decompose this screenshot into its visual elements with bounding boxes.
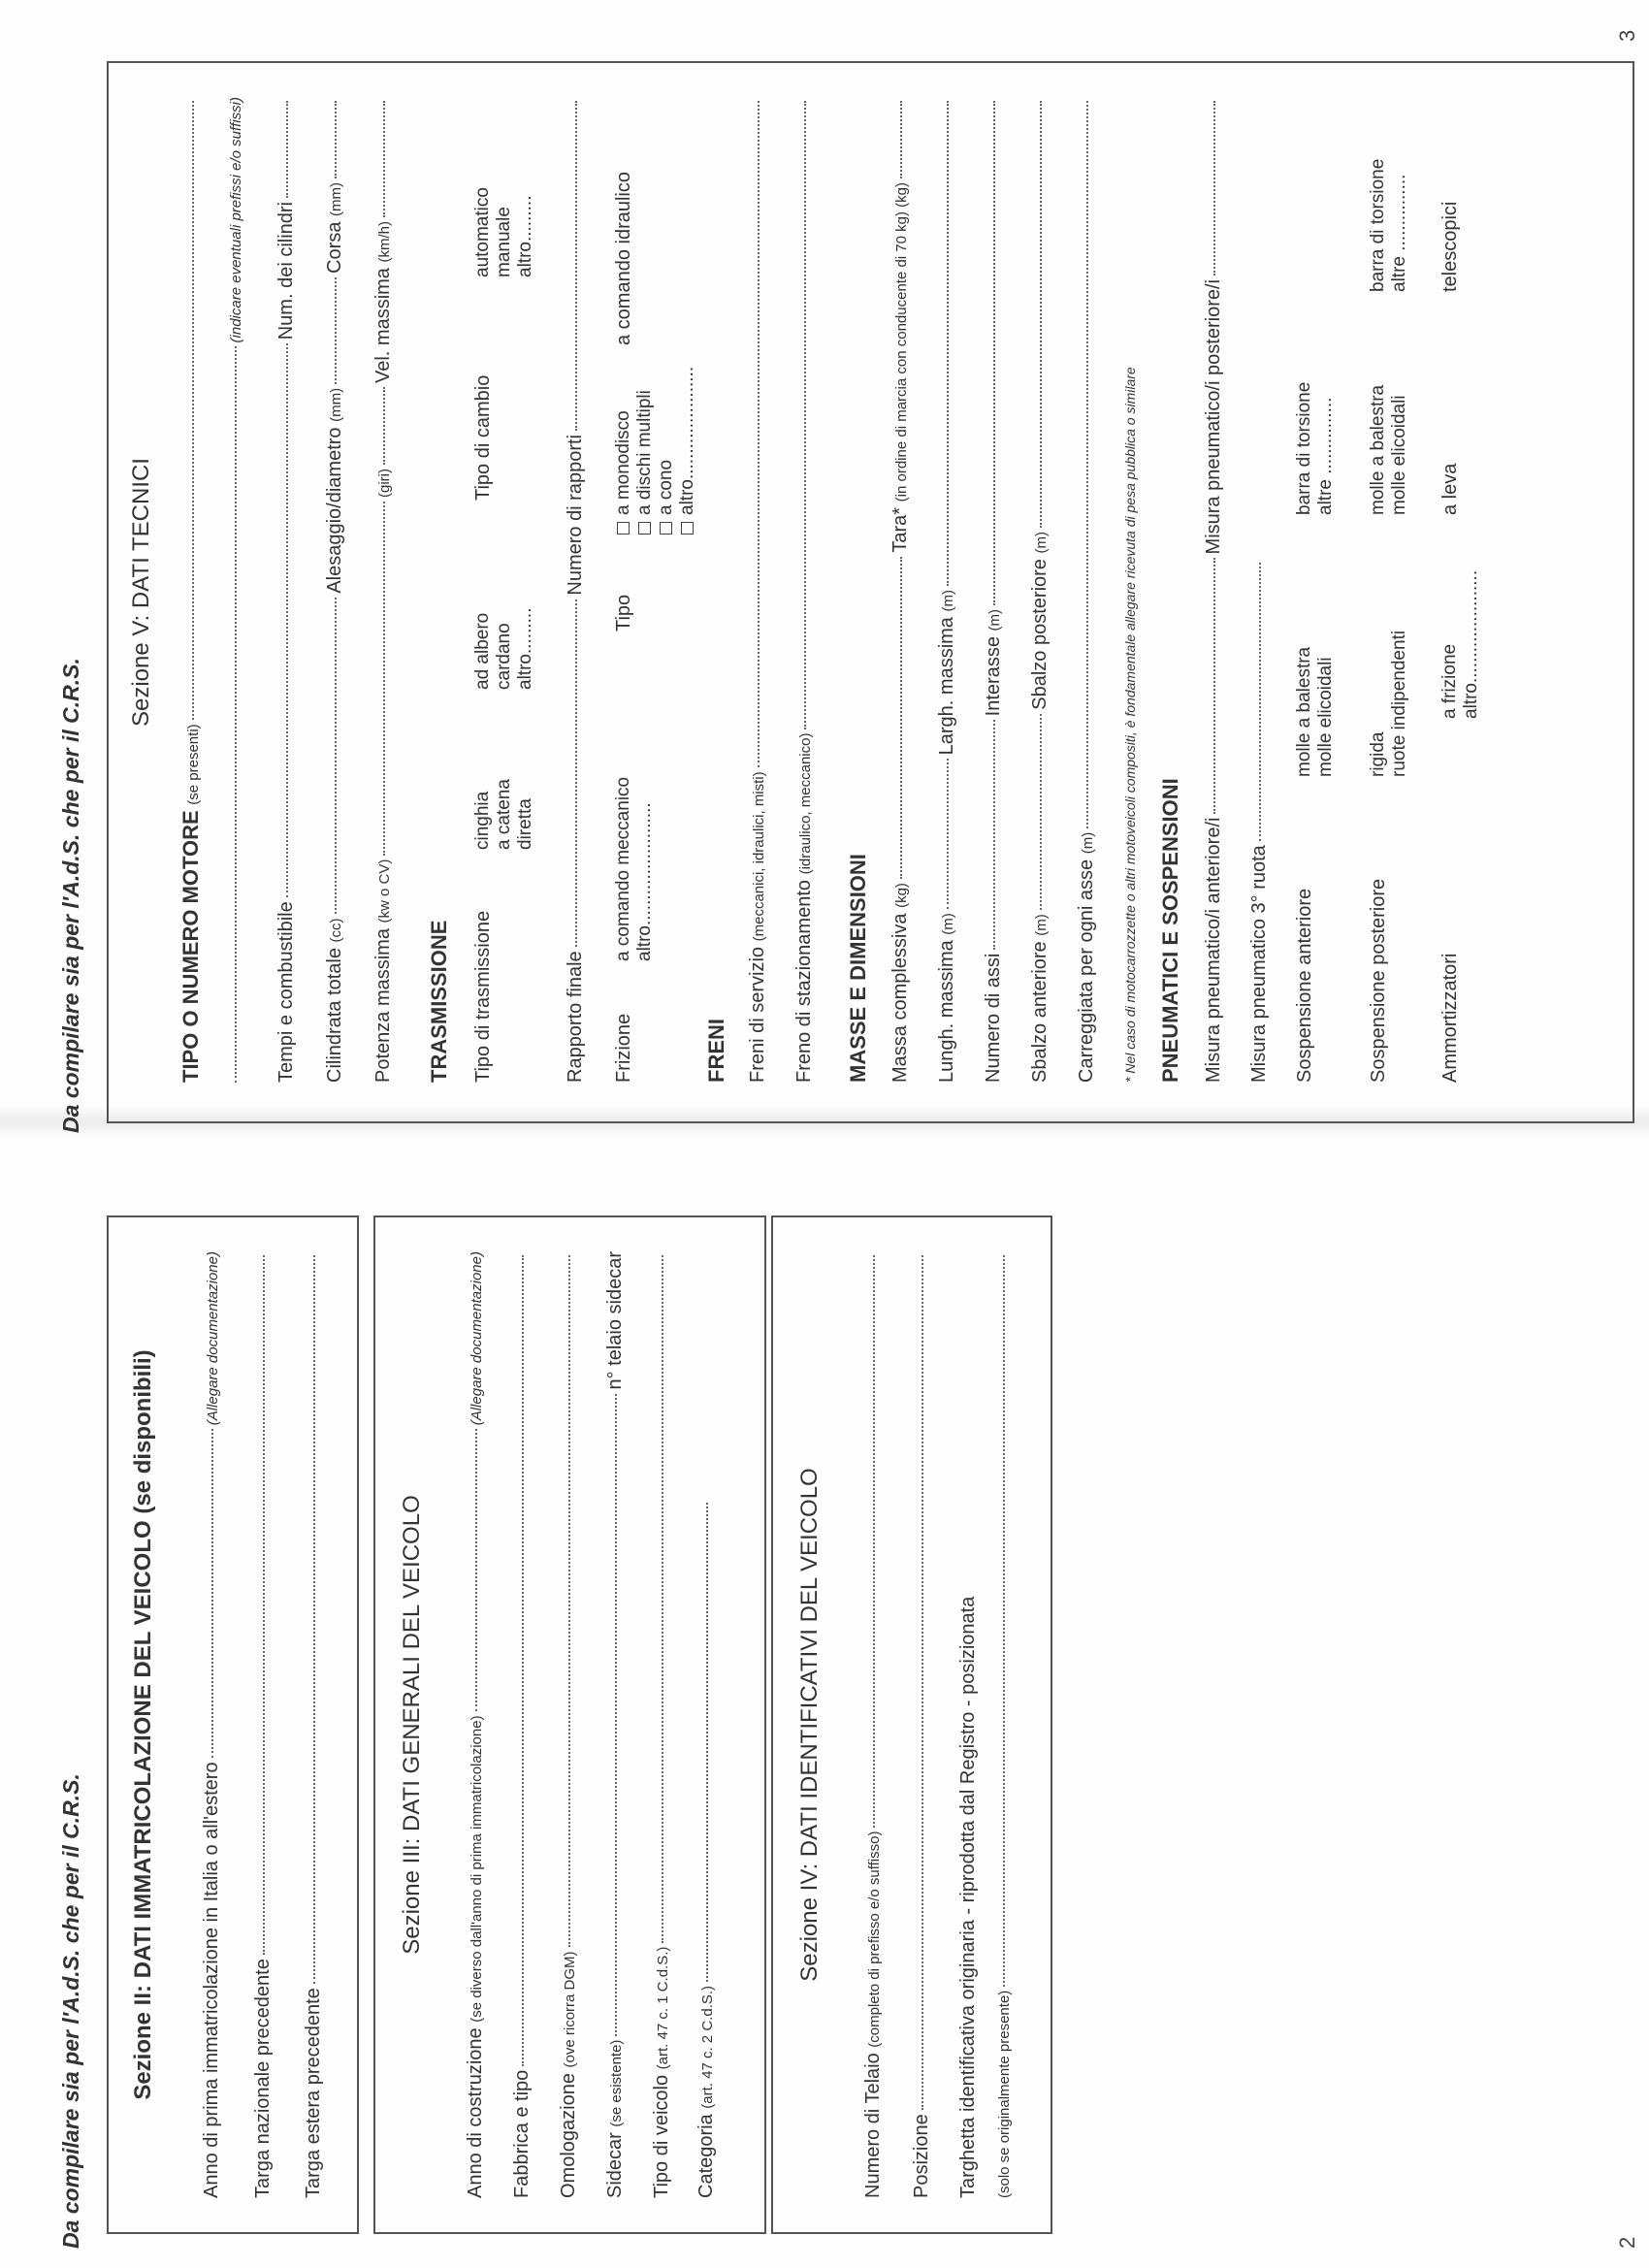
checkbox-altro[interactable] (681, 522, 694, 535)
trasmissione-options-1[interactable]: cinghia a catena diretta (472, 779, 535, 850)
cambio-options[interactable]: automatico manuale altro......... (472, 187, 535, 277)
tipo-frizione-label: Tipo (613, 594, 634, 632)
sosp-post-options-1[interactable]: rigida ruote indipendenti (1368, 630, 1409, 777)
row-assi-interasse[interactable]: Numero di assi Interasse (m) (983, 97, 1005, 1083)
row-numero-telaio[interactable]: Numero di Telaio (completo di prefisso e/o suffisso) (862, 1251, 885, 2198)
row-freno-stazionamento[interactable]: Freno di stazionamento (idraulico, meccanico) (793, 97, 816, 1083)
section-iii-title: Sezione III: DATI GENERALI DEL VEICOLO (399, 1495, 425, 1955)
row-anno-costruzione[interactable]: Anno di costruzione (se diverso dall'anno di prima immatricolazione) (Allegare documentazione) (465, 1251, 486, 2198)
sosp-ant-options-1[interactable]: molle a balestra molle elicoidali (1294, 646, 1336, 777)
left-page-header: Da compilare sia per l'A.d.S. che per il C.R.S. (58, 1773, 83, 2249)
ammortizzatori-options-1[interactable]: a frizione altro...................... (1439, 569, 1481, 719)
row-potenza[interactable]: Potenza massima (kw o CV) (giri) Vel. massima (km/h) (372, 97, 395, 1083)
tipo-trasmissione-label: Tipo di trasmissione (472, 910, 494, 1083)
comando-idraulico-option[interactable]: a comando idraulico (613, 172, 634, 345)
section-iv-box (771, 1215, 1052, 2234)
row-targhetta-label: Targhetta identificativa originaria - riprodotta dal Registro - posizionata (957, 1596, 979, 2198)
row-rapporto-finale[interactable]: Rapporto finale Numero di rapporti (565, 97, 587, 1083)
section-ii-box (107, 1215, 359, 2234)
sosp-post-options-2[interactable]: molle a balestra molle elicoidali (1368, 384, 1409, 515)
row-sbalzi[interactable]: Sbalzo anteriore (m) Sbalzo posteriore (m) (1029, 97, 1051, 1083)
checkbox-dischi-multipli[interactable] (638, 522, 651, 535)
row-targa-nazionale[interactable]: Targa nazionale precedente (252, 1251, 275, 2198)
freni-title: FRENI (704, 1019, 728, 1083)
trasmissione-options-2[interactable]: ad albero cardano altro......... (472, 607, 535, 690)
ammortizzatori-telescopici[interactable]: telescopici (1439, 201, 1461, 292)
row-freni-servizio[interactable]: Freni di servizio (meccanici, idraulici, misti) (747, 97, 769, 1083)
pneumatici-title: PNEUMATICI E SOSPENSIONI (1158, 778, 1182, 1083)
section-ii-title: Sezione II: DATI IMMATRICOLAZIONE DEL VEICOLO (se disponibili) (130, 1349, 156, 2100)
frizione-label: Frizione (613, 1013, 634, 1083)
masse-footnote: * Nel caso di motocarrozzette o altri motoveicoli compositi, è fondamentale allegare ricevuta di pesa pubblica o similare (1122, 367, 1138, 1083)
row-fabbrica-tipo[interactable]: Fabbrica e tipo (511, 1251, 534, 2198)
ammortizzatori-label: Ammortizzatori (1439, 953, 1461, 1083)
row-posizione[interactable]: Posizione (911, 1251, 933, 2198)
row-carreggiata[interactable]: Carreggiata per ogni asse (m) (1076, 97, 1098, 1083)
sospensione-anteriore-label: Sospensione anteriore (1294, 888, 1315, 1083)
tipo-frizione-options[interactable]: a monodisco a dischi multipli a cono altro...................... (613, 367, 698, 535)
right-page-header: Da compilare sia per l'A.d.S. che per il C.R.S. (58, 658, 83, 1133)
page-number-left: 2 (1615, 2236, 1639, 2249)
row-massa-tara[interactable]: Massa complessiva (kg) Tara* (in ordine di marcia con conducente di 70 kg) (kg) (889, 97, 912, 1083)
section-v-title: Sezione V: DATI TECNICI (128, 458, 154, 727)
sospensione-posteriore-label: Sospensione posteriore (1368, 878, 1389, 1083)
row-targa-estera[interactable]: Targa estera precedente (303, 1251, 325, 2198)
sosp-post-options-3[interactable]: barra di torsione altre ............... (1368, 158, 1409, 292)
trasmissione-title: TRASMISSIONE (427, 920, 451, 1083)
row-sidecar[interactable]: Sidecar (se esistente) n° telaio sidecar (604, 1251, 626, 2198)
row-anno-immatricolazione[interactable]: Anno di prima immatricolazione in Italia o all'estero (Allegare documentazione) (201, 1251, 222, 2198)
masse-title: MASSE E DIMENSIONI (846, 854, 870, 1083)
row-motore-prefissi[interactable]: (indicare eventuali prefissi e/o suffissi) (228, 97, 244, 1083)
section-iii-box (373, 1215, 766, 2234)
row-targhetta-value[interactable]: (solo se originalmente presente) (996, 1251, 1013, 2198)
section-v-box (107, 61, 1634, 1123)
row-tipo-veicolo[interactable]: Tipo di veicolo (art. 47 c. 1 C.d.S.) (651, 1251, 673, 2198)
sosp-ant-options-2[interactable]: barra di torsione altre ............... (1294, 381, 1336, 515)
tipo-cambio-label: Tipo di cambio (472, 374, 494, 501)
frizione-options[interactable]: a comando meccanico altro........................ (613, 776, 655, 961)
row-tempi-cilindri[interactable]: Tempi e combustibile Num. dei cilindri (275, 97, 298, 1083)
row-pneumatici-ant-post[interactable]: Misura pneumatico/i anteriore/i Misura pneumatico/i posteriore/i (1203, 97, 1225, 1083)
checkbox-monodisco[interactable] (617, 522, 630, 535)
ammortizzatori-leva[interactable]: a leva (1439, 463, 1461, 515)
row-categoria[interactable]: Categoria (art. 47 c. 2 C.d.S.) (695, 1499, 718, 2198)
checkbox-cono[interactable] (660, 522, 672, 535)
row-cilindrata[interactable]: Cilindrata totale (cc) Alesaggio/diametro (mm) Corsa (mm) (324, 97, 346, 1083)
section-iv-title: Sezione IV: DATI IDENTIFICATIVI DEL VEICOLO (796, 1468, 823, 1982)
row-tipo-motore[interactable]: TIPO O NUMERO MOTORE (se presenti) (178, 97, 204, 1083)
page-number-right: 3 (1615, 29, 1639, 42)
row-lunghezza-larghezza[interactable]: Lungh. massima (m) Largh. massima (m) (936, 97, 958, 1083)
row-omologazione[interactable]: Omologazione (ove ricorra DGM) (558, 1251, 580, 2198)
row-pneumatico-terza[interactable]: Misura pneumatico 3° ruota (1248, 559, 1271, 1083)
